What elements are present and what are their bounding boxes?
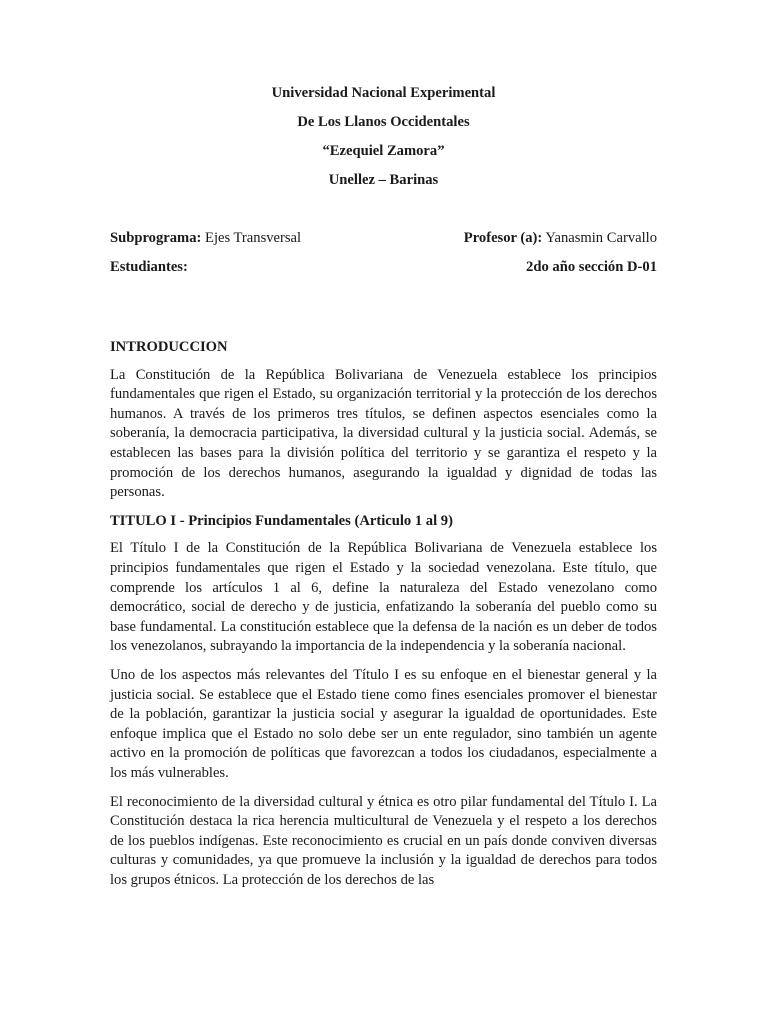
profesor-label: Profesor (a):	[463, 229, 543, 246]
seccion: 2do año sección D-01	[526, 259, 657, 276]
introduccion-heading: INTRODUCCION	[110, 339, 228, 356]
institution-line-2: De Los Llanos Occidentales	[297, 114, 470, 131]
titulo-1-heading: TITULO I - Principios Fundamentales (Articulo 1 al 9)	[110, 512, 453, 529]
institution-line-3: “Ezequiel Zamora”	[322, 143, 445, 160]
titulo-1-paragraph-2: Uno de los aspectos más relevantes del Título I es su enfoque en el bienestar general y la justicia social. Se establece que el Estado tiene como fines esenciales promover el bienestar de la población, garantizar la justicia social y asegurar la igualdad de oportunidades. Este enfoque implica que el Estado no solo debe ser un ente regulador, sino también un agente activo en la promoción de políticas que favorezcan a todos los ciudadanos, especialmente a los más vulnerables.	[110, 666, 657, 781]
institution-header	[110, 84, 657, 191]
institution-line-4: Unellez – Barinas	[328, 172, 439, 189]
estudiantes-label: Estudiantes:	[110, 259, 188, 276]
institution-line-1: Universidad Nacional Experimental	[271, 85, 496, 101]
titulo-1-paragraph-3: El reconocimiento de la diversidad cultural y étnica es otro pilar fundamental del Título I. La Constitución destaca la rica herencia multicultural de Venezuela y el respeto a los derechos de los pueblos indígenas. Este reconocimiento es crucial en un país donde conviven diversas culturas y comunidades, ya que promueve la inclusión y la igualdad de derechos para todos los grupos étnicos. La protección de los derechos de las	[110, 793, 657, 888]
profesor	[464, 229, 657, 249]
meta-row-1	[110, 229, 657, 249]
introduccion-paragraph: La Constitución de la República Bolivariana de Venezuela establece los principios fundamentales que rigen el Estado, su organización territorial y la protección de los derechos humanos. A través de los primeros tres títulos, se definen aspectos esenciales como la soberanía, la democracia participativa, la diversidad cultural y la justicia social. Además, se establecen las bases para la división política del territorio y se garantiza el respeto y la promoción de los derechos humanos, asegurando la igualdad y dignidad de todas las personas.	[110, 366, 657, 501]
document-page	[110, 84, 657, 900]
subprograma-value: Ejes Transversal	[201, 229, 302, 246]
subprograma	[110, 229, 301, 249]
profesor-value: Yanasmin Carvallo	[542, 229, 657, 246]
meta-row-2	[110, 258, 657, 278]
titulo-1-paragraph-1: El Título I de la Constitución de la República Bolivariana de Venezuela establece los principios fundamentales que rigen el Estado y la sociedad venezolana. Este título, que comprende los artículos 1 al 6, define la naturaleza del Estado venezolano como democrático, social de derecho y de justicia, enfatizando la soberanía del pueblo como su base fundamental. La constitución establece que la defensa de la nación es un deber de todos los venezolanos, subrayando la importancia de la independencia y la soberanía nacional.	[110, 540, 657, 655]
subprograma-label: Subprograma:	[110, 229, 202, 246]
document-meta	[110, 229, 657, 278]
